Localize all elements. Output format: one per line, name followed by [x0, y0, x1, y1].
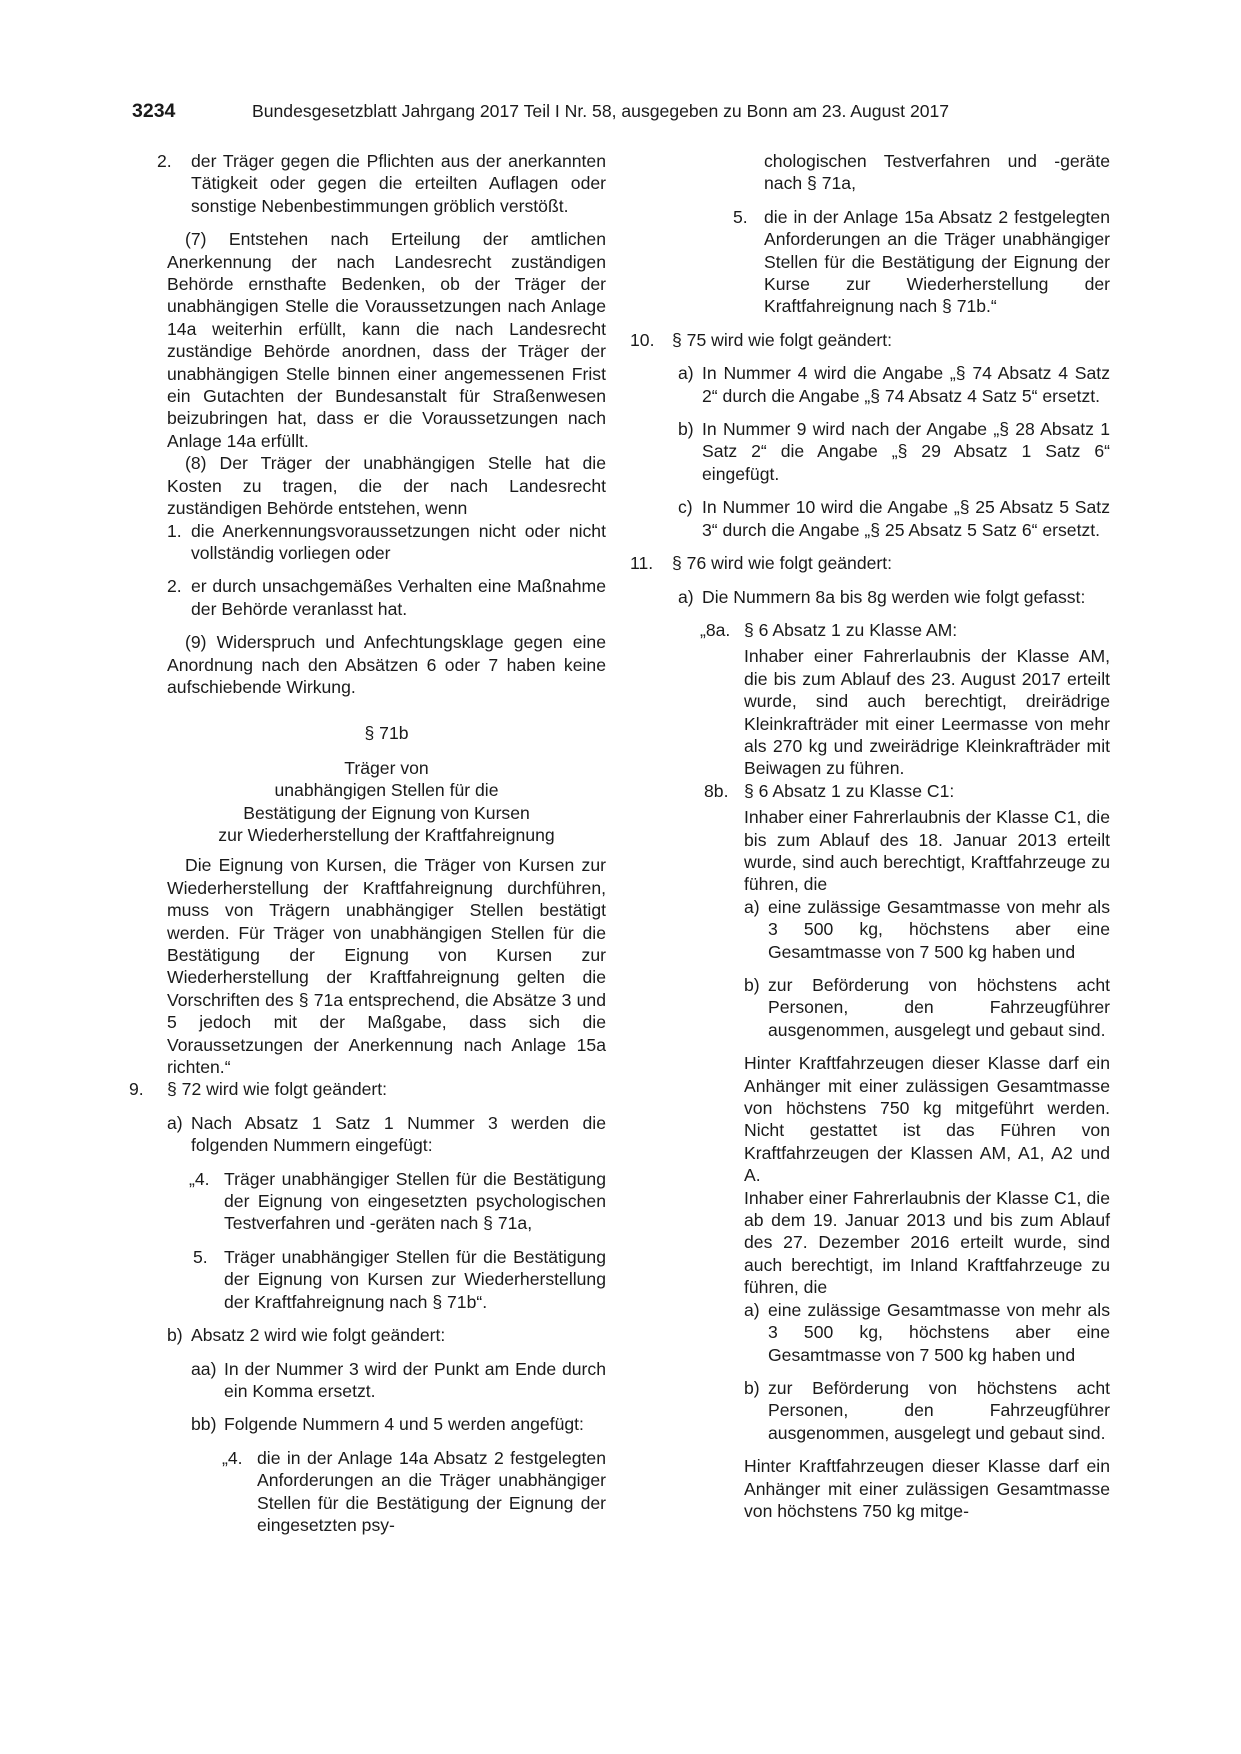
- item-text: die in der Anlage 15a Absatz 2 festgelegten Anforderungen an die Träger unabhängiger Stellen für die Bestätigung der Eignung der Kurse zur Wiederherstellung der Kraftfahreignung nach § 71b.“: [764, 206, 1110, 317]
- item-number: b): [167, 1325, 183, 1346]
- list-item: [744, 896, 1110, 963]
- item-text: § 72 wird wie folgt geändert:: [167, 1079, 388, 1100]
- list-item: [678, 418, 1110, 485]
- item-number: bb): [191, 1414, 217, 1435]
- list-item: [731, 206, 1110, 318]
- list-item: [167, 520, 606, 565]
- item-number: 8b.: [704, 780, 729, 801]
- left-column: [129, 150, 606, 1536]
- list-item: [630, 552, 1110, 574]
- list-item: [129, 1078, 606, 1100]
- item-text: Träger unabhängiger Stellen für die Bestätigung der Eignung von Kursen zur Wiederherstellung der Kraftfahreignung nach § 71b“.: [224, 1246, 606, 1312]
- section-title-line: Bestätigung der Eignung von Kursen: [243, 802, 530, 823]
- list-item: [678, 496, 1110, 541]
- rule-text: Inhaber einer Fahrerlaubnis der Klasse C1, die bis zum Ablauf des 18. Januar 2013 erteilt wurde, sind auch berechtigt, Kraftfahrzeuge zu führen, die: [744, 807, 1110, 895]
- section-body: Die Eignung von Kursen, die Träger von Kursen zur Wiederherstellung der Kraftfahreignung durchführen, muss von Trägern unabhängiger Stellen bestätigt werden. Für Träger von unabhängigen Stellen für die Bestätigung der Eignung von Kursen zur Wiederherstellung der Kraftfahreignung gelten die Vorschriften des § 71a entsprechend, die Absätze 3 und 5 jedoch mit der Maßgabe, dass sich die Voraussetzungen der Anerkennung nach Anlage 15a richten.“: [167, 855, 606, 1078]
- item-number: „4.: [222, 1447, 243, 1468]
- item-text: § 76 wird wie folgt geändert:: [672, 553, 893, 574]
- list-item: [702, 780, 1110, 802]
- item-number: a): [167, 1112, 183, 1133]
- item-number: 1.: [167, 520, 182, 541]
- right-column: [630, 150, 1110, 1522]
- item-text: er durch unsachgemäßes Verhalten eine Maßnahme der Behörde veranlasst hat.: [191, 576, 606, 619]
- item-number: 5.: [193, 1246, 208, 1267]
- list-item: [191, 1413, 606, 1435]
- item-text: zur Beförderung von höchstens acht Personen, den Fahrzeugführer ausgenommen, ausgelegt und gebaut sind.: [768, 975, 1110, 1040]
- rule-text: Hinter Kraftfahrzeugen dieser Klasse darf ein Anhänger mit einer zulässigen Gesamtmasse von höchstens 750 kg mitgeführt werden. Nicht gestattet ist das Führen von Kraftfahrzeugen der Klassen AM, A1, A2 und A.: [744, 1053, 1110, 1186]
- item-number: „4.: [189, 1168, 210, 1189]
- item-text: zur Beförderung von höchstens acht Personen, den Fahrzeugführer ausgenommen, ausgelegt und gebaut sind.: [768, 1377, 1110, 1443]
- section-title-line: Träger von: [344, 757, 429, 778]
- list-item: [764, 150, 1110, 195]
- section-title-line: zur Wiederherstellung der Kraftfahreignung: [218, 824, 555, 845]
- item-number: aa): [191, 1358, 217, 1379]
- item-text: § 6 Absatz 1 zu Klasse AM:: [744, 619, 958, 640]
- list-item: [630, 329, 1110, 351]
- item-number: 10.: [630, 329, 655, 350]
- item-text: Träger unabhängiger Stellen für die Bestätigung der Eignung von eingesetzten psychologischen Testverfahren und -geräten nach § 71a,: [224, 1168, 606, 1234]
- item-text: die Anerkennungsvoraussetzungen nicht oder nicht vollständig vorliegen oder: [191, 520, 606, 563]
- item-text: In der Nummer 3 wird der Punkt am Ende durch ein Komma ersetzt.: [224, 1358, 606, 1401]
- item-text: Folgende Nummern 4 und 5 werden angefügt:: [224, 1414, 584, 1435]
- list-item: [744, 1299, 1110, 1366]
- item-text: eine zulässige Gesamtmasse von mehr als 3 500 kg, höchstens aber eine Gesamtmasse von 7 500 kg haben und: [768, 1299, 1110, 1365]
- list-item: [744, 974, 1110, 1041]
- item-number: „8a.: [700, 619, 731, 640]
- page-number: 3234: [132, 100, 176, 122]
- list-item: [191, 1168, 606, 1235]
- item-number: c): [678, 497, 693, 518]
- paragraph-7: (7) Entstehen nach Erteilung der amtlichen Anerkennung der nach Landesrecht zuständigen Behörde ernsthafte Bedenken, ob der Träger der unabhängigen Stelle die Voraussetzungen nach Anlage 14a weiterhin erfüllt, kann die nach Landesrecht zuständige Behörde anordnen, dass der Träger der unabhängigen Stelle binnen einer angemessenen Frist ein Gutachten der Bundesanstalt für Straßenwesen beizubringen hat, dass er die Voraussetzungen nach Anlage 14a erfüllt.: [167, 229, 606, 451]
- item-text: chologischen Testverfahren und -geräte nach § 71a,: [764, 151, 1110, 194]
- item-number: 2.: [157, 151, 172, 171]
- item-number: b): [744, 975, 760, 995]
- item-text: § 6 Absatz 1 zu Klasse C1:: [744, 780, 955, 801]
- list-item: [167, 1324, 606, 1346]
- section-number: § 71b: [364, 723, 409, 744]
- list-item: [702, 619, 1110, 641]
- item-number: 5.: [733, 206, 748, 227]
- paragraph-9: (9) Widerspruch und Anfechtungsklage gegen eine Anordnung nach den Absätzen 6 oder 7 haben keine aufschiebende Wirkung.: [167, 632, 606, 697]
- item-number: a): [678, 586, 694, 607]
- item-text: Absatz 2 wird wie folgt geändert:: [191, 1325, 446, 1346]
- item-text: Die Nummern 8a bis 8g werden wie folgt gefasst:: [702, 586, 1086, 607]
- item-text: § 75 wird wie folgt geändert:: [672, 329, 893, 350]
- item-text: In Nummer 4 wird die Angabe „§ 74 Absatz 4 Satz 2“ durch die Angabe „§ 74 Absatz 4 Satz 5“ ersetzt.: [702, 363, 1110, 406]
- item-number: a): [744, 896, 760, 917]
- rule-text: Hinter Kraftfahrzeugen dieser Klasse darf ein Anhänger mit einer zulässigen Gesamtmasse von höchstens 750 kg mitge-: [744, 1456, 1110, 1521]
- rule-text: Inhaber einer Fahrerlaubnis der Klasse AM, die bis zum Ablauf des 23. August 2017 erteilt wurde, sind auch berechtigt, dreirädrige Kleinkrafträder mit einer Leermasse von mehr als 270 kg und zweirädrige Kleinkrafträder mit Beiwagen zu führen.: [744, 646, 1110, 779]
- list-item: [167, 1112, 606, 1157]
- list-item: [191, 1358, 606, 1403]
- item-text: In Nummer 10 wird die Angabe „§ 25 Absatz 5 Satz 3“ durch die Angabe „§ 25 Absatz 5 Satz 6“ ersetzt.: [702, 497, 1110, 540]
- item-text: die in der Anlage 14a Absatz 2 festgelegten Anforderungen an die Träger unabhängiger Stellen für die Bestätigung der Eignung der eingesetzten psy-: [257, 1447, 606, 1535]
- item-text: eine zulässige Gesamtmasse von mehr als 3 500 kg, höchstens aber eine Gesamtmasse von 7 500 kg haben und: [768, 896, 1110, 962]
- item-number: a): [744, 1299, 760, 1320]
- item-text: der Träger gegen die Pflichten aus der anerkannten Tätigkeit oder gegen die erteilten Auflagen oder sonstige Nebenbestimmungen gröblich verstößt.: [191, 151, 606, 216]
- list-item: [744, 1377, 1110, 1444]
- section-title-line: unabhängigen Stellen für die: [274, 780, 499, 801]
- item-number: 11.: [630, 553, 654, 574]
- item-text: Nach Absatz 1 Satz 1 Nummer 3 werden die folgenden Nummern eingefügt:: [191, 1112, 606, 1156]
- item-number: 9.: [129, 1079, 144, 1100]
- list-item: [678, 362, 1110, 407]
- item-number: b): [678, 419, 694, 440]
- list-item: [224, 1447, 606, 1537]
- list-item: [157, 150, 606, 217]
- list-item: [191, 1246, 606, 1313]
- item-number: b): [744, 1377, 760, 1398]
- item-text: In Nummer 9 wird nach der Angabe „§ 28 Absatz 1 Satz 2“ die Angabe „§ 29 Absatz 1 Satz 6“ eingefügt.: [702, 419, 1110, 484]
- rule-text: Inhaber einer Fahrerlaubnis der Klasse C1, die ab dem 19. Januar 2013 und bis zum Ablauf des 27. Dezember 2016 erteilt wurde, sind auch berechtigt, im Inland Kraftfahrzeuge zu führen, die: [744, 1187, 1110, 1298]
- item-number: a): [678, 363, 694, 384]
- paragraph-8: (8) Der Träger der unabhängigen Stelle hat die Kosten zu tragen, die der nach Landesrecht zuständigen Behörde entstehen, wenn: [167, 453, 606, 519]
- list-item: [678, 586, 1110, 608]
- page-header: [0, 100, 1241, 126]
- list-item: [167, 575, 606, 620]
- item-number: 2.: [167, 576, 182, 597]
- gazette-title: Bundesgesetzblatt Jahrgang 2017 Teil I Nr. 58, ausgegeben zu Bonn am 23. August 2017: [252, 101, 950, 121]
